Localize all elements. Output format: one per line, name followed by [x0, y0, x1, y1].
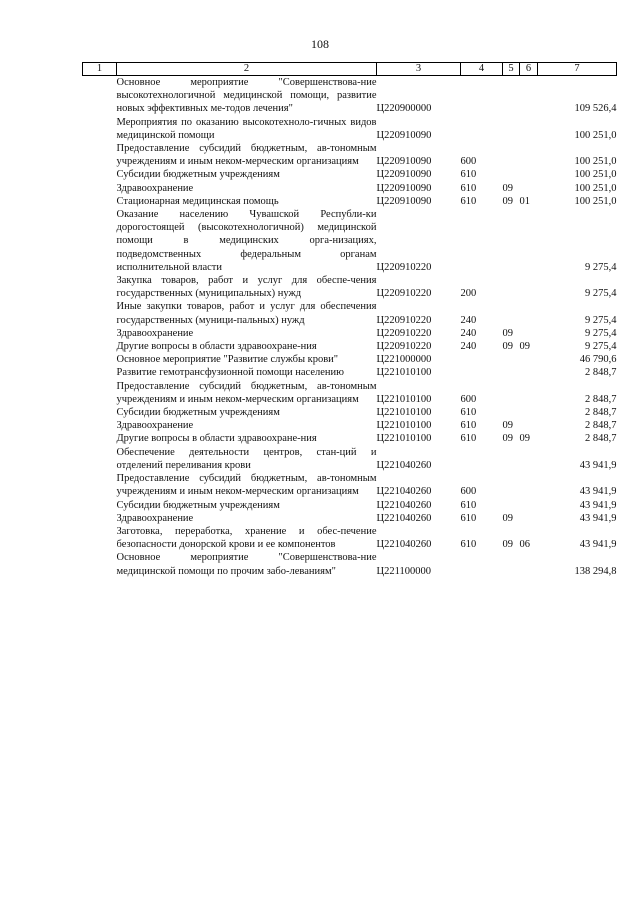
column-header: 5	[503, 63, 520, 76]
item-name-cell: Другие вопросы в области здравоохране-ния	[116, 341, 317, 353]
expense-type-cell: 240	[460, 341, 477, 353]
expense-type-cell: 610	[460, 539, 477, 551]
expense-type-cell: 610	[460, 512, 477, 524]
expense-type-cell: 610	[460, 169, 477, 181]
item-name-cell: Иные закупки товаров, работ и услуг для обеспечения государственных (муници-пальных) нужд	[116, 301, 377, 326]
subsection-cell	[520, 208, 538, 274]
target-code-cell: Ц220910090	[376, 156, 432, 168]
section-cell: 09	[502, 182, 513, 194]
subsection-cell: 09	[519, 341, 530, 353]
amount-cell: 100 251,0	[574, 156, 617, 168]
row-number-cell	[83, 432, 117, 445]
expense-type-cell: 610	[460, 499, 477, 511]
row-number-cell	[83, 168, 117, 181]
column-header: 6	[520, 63, 538, 76]
row-number-cell	[83, 327, 117, 340]
item-name-cell: Предоставление субсидий бюджетным, ав-тономным учреждениям и иным неком-мерческим организациям	[116, 473, 377, 498]
table-row	[83, 274, 617, 300]
amount-cell: 100 251,0	[574, 169, 617, 181]
section-cell	[503, 142, 520, 168]
amount-cell: 43 941,9	[579, 459, 617, 471]
expense-type-cell	[461, 366, 503, 379]
expense-type-cell	[461, 76, 503, 116]
section-cell	[503, 353, 520, 366]
section-cell	[503, 208, 520, 274]
expense-type-cell: 240	[460, 327, 477, 339]
section-cell: 09	[502, 539, 513, 551]
table-row	[83, 208, 617, 274]
column-header: 7	[538, 63, 617, 76]
section-cell: 09	[502, 341, 513, 353]
target-code-cell: Ц221040260	[376, 512, 432, 524]
target-code-cell: Ц221010100	[376, 407, 432, 419]
table-row	[83, 195, 617, 208]
section-cell: 09	[502, 433, 513, 445]
table-row	[83, 419, 617, 432]
page-number: 108	[311, 37, 329, 51]
item-name-cell: Обеспечение деятельности центров, стан-ций и отделений переливания крови	[116, 446, 377, 471]
subsection-cell	[520, 116, 538, 142]
target-code-cell: Ц220900000	[376, 103, 432, 115]
subsection-cell	[520, 551, 538, 577]
row-number-cell	[83, 208, 117, 274]
expense-type-cell	[461, 446, 503, 472]
item-name-cell: Заготовка, переработка, хранение и обес-печение безопасности донорской крови и ее компонентов	[116, 525, 377, 551]
amount-cell: 2 848,7	[585, 407, 617, 419]
section-cell: 09	[502, 195, 513, 207]
amount-cell: 100 251,0	[574, 195, 617, 207]
table-row	[83, 366, 617, 379]
target-code-cell: Ц221010100	[376, 367, 432, 379]
row-number-cell	[83, 512, 117, 525]
amount-cell: 43 941,9	[579, 512, 617, 524]
subsection-cell	[520, 274, 538, 300]
subsection-cell: 01	[519, 195, 530, 207]
row-number-cell	[83, 274, 117, 300]
amount-cell: 43 941,9	[579, 486, 617, 498]
expense-type-cell: 610	[460, 420, 477, 432]
item-name-cell: Субсидии бюджетным учреждениям	[116, 169, 280, 181]
subsection-cell: 06	[519, 539, 530, 551]
item-name-cell: Предоставление субсидий бюджетным, ав-тономным учреждениям и иным неком-мерческим организациям	[116, 380, 377, 405]
section-cell	[503, 472, 520, 498]
table-row	[83, 446, 617, 472]
subsection-cell	[520, 76, 538, 116]
table-row	[83, 499, 617, 512]
expense-type-cell: 200	[460, 288, 477, 300]
row-number-cell	[83, 76, 117, 116]
amount-cell: 9 275,4	[585, 341, 617, 353]
amount-cell: 2 848,7	[585, 420, 617, 432]
amount-cell: 109 526,4	[574, 103, 617, 115]
row-number-cell	[83, 353, 117, 366]
target-code-cell: Ц220910090	[376, 169, 432, 181]
target-code-cell: Ц221040260	[376, 499, 432, 511]
subsection-cell	[520, 366, 538, 379]
item-name-cell: Субсидии бюджетным учреждениям	[116, 499, 280, 511]
item-name-cell: Развитие гемотрансфузионной помощи населению	[116, 367, 344, 379]
subsection-cell	[520, 406, 538, 419]
table-row	[83, 353, 617, 366]
amount-cell: 138 294,8	[574, 565, 617, 577]
amount-cell: 9 275,4	[585, 327, 617, 339]
row-number-cell	[83, 142, 117, 168]
section-cell: 09	[502, 327, 513, 339]
table-row	[83, 472, 617, 498]
expense-type-cell	[461, 353, 503, 366]
expense-type-cell	[461, 551, 503, 577]
expense-type-cell: 610	[460, 433, 477, 445]
row-number-cell	[83, 472, 117, 498]
target-code-cell: Ц220910220	[376, 327, 432, 339]
table-row	[83, 525, 617, 551]
subsection-cell	[520, 142, 538, 168]
expense-type-cell: 610	[460, 407, 477, 419]
target-code-cell: Ц221100000	[376, 565, 431, 577]
expense-type-cell	[461, 208, 503, 274]
amount-cell: 43 941,9	[579, 539, 617, 551]
target-code-cell: Ц220910220	[376, 261, 432, 273]
expense-type-cell: 240	[460, 314, 477, 326]
target-code-cell: Ц220910220	[376, 288, 432, 300]
column-header: 4	[461, 63, 503, 76]
row-number-cell	[83, 366, 117, 379]
table-row	[83, 142, 617, 168]
column-number-row	[83, 63, 617, 76]
section-cell	[503, 499, 520, 512]
item-name-cell: Стационарная медицинская помощь	[116, 195, 279, 207]
section-cell	[503, 116, 520, 142]
amount-cell: 2 848,7	[585, 433, 617, 445]
amount-cell: 100 251,0	[574, 129, 617, 141]
subsection-cell	[520, 353, 538, 366]
target-code-cell: Ц221000000	[376, 354, 432, 366]
amount-cell: 100 251,0	[574, 182, 617, 194]
section-cell	[503, 380, 520, 406]
item-name-cell: Мероприятия по оказанию высокотехноло-гичных видов медицинской помощи	[116, 116, 377, 141]
row-number-cell	[83, 446, 117, 472]
column-header: 3	[377, 63, 461, 76]
amount-cell: 43 941,9	[579, 499, 617, 511]
subsection-cell	[520, 182, 538, 195]
amount-cell: 9 275,4	[585, 261, 617, 273]
table-body	[83, 76, 617, 578]
item-name-cell: Оказание населению Чувашской Республи-ки дорогостоящей (высокотехнологичной) медицинской помощи в медицинских орга-низациях, подведомственных федеральным органам исполнительной власти	[116, 209, 377, 273]
section-cell: 09	[502, 420, 513, 432]
row-number-cell	[83, 525, 117, 551]
amount-cell: 9 275,4	[585, 314, 617, 326]
item-name-cell: Здравоохранение	[116, 512, 194, 524]
subsection-cell	[520, 472, 538, 498]
section-cell	[503, 168, 520, 181]
table-row	[83, 551, 617, 577]
row-number-cell	[83, 499, 117, 512]
target-code-cell: Ц221010100	[376, 393, 432, 405]
table-row	[83, 432, 617, 445]
subsection-cell	[520, 499, 538, 512]
row-number-cell	[83, 340, 117, 353]
table-row	[83, 327, 617, 340]
target-code-cell: Ц221010100	[376, 433, 432, 445]
row-number-cell	[83, 116, 117, 142]
table-row	[83, 168, 617, 181]
target-code-cell: Ц220910220	[376, 314, 432, 326]
item-name-cell: Основное мероприятие "Совершенствова-ние медицинской помощи по прочим забо-леваниям"	[116, 552, 377, 577]
expense-type-cell: 600	[460, 156, 477, 168]
item-name-cell: Предоставление субсидий бюджетным, ав-тономным учреждениям и иным неком-мерческим организациям	[116, 143, 377, 168]
target-code-cell: Ц220910220	[376, 341, 432, 353]
row-number-cell	[83, 182, 117, 195]
row-number-cell	[83, 380, 117, 406]
row-number-cell	[83, 195, 117, 208]
subsection-cell	[520, 446, 538, 472]
subsection-cell: 09	[519, 433, 530, 445]
table-row	[83, 512, 617, 525]
column-header: 1	[83, 63, 117, 76]
section-cell	[503, 406, 520, 419]
subsection-cell	[520, 300, 538, 326]
target-code-cell: Ц220910090	[376, 182, 432, 194]
subsection-cell	[520, 512, 538, 525]
item-name-cell: Основное мероприятие "Развитие службы крови"	[116, 354, 339, 366]
subsection-cell	[520, 327, 538, 340]
target-code-cell: Ц220910090	[376, 129, 432, 141]
expense-type-cell: 600	[460, 393, 477, 405]
table-row	[83, 406, 617, 419]
section-cell	[503, 76, 520, 116]
item-name-cell: Здравоохранение	[116, 420, 194, 432]
subsection-cell	[520, 419, 538, 432]
section-cell	[503, 551, 520, 577]
table-row	[83, 182, 617, 195]
expense-type-cell	[461, 116, 503, 142]
target-code-cell: Ц221040260	[376, 539, 432, 551]
budget-table	[82, 62, 617, 578]
expense-type-cell: 610	[460, 195, 477, 207]
amount-cell: 2 848,7	[585, 393, 617, 405]
table-row	[83, 300, 617, 326]
target-code-cell: Ц221040260	[376, 486, 432, 498]
row-number-cell	[83, 300, 117, 326]
item-name-cell: Основное мероприятие "Совершенствова-ние высокотехнологичной медицинской помощи, развитие новых эффективных ме-тодов лечения"	[116, 77, 377, 115]
row-number-cell	[83, 551, 117, 577]
section-cell	[503, 446, 520, 472]
subsection-cell	[520, 168, 538, 181]
target-code-cell: Ц220910090	[376, 195, 432, 207]
row-number-cell	[83, 406, 117, 419]
amount-cell: 9 275,4	[585, 288, 617, 300]
table-row	[83, 116, 617, 142]
item-name-cell: Закупка товаров, работ и услуг для обеспе-чения государственных (муниципальных) нужд	[116, 275, 377, 300]
section-cell	[503, 300, 520, 326]
table-row	[83, 380, 617, 406]
item-name-cell: Здравоохранение	[116, 327, 194, 339]
expense-type-cell: 610	[460, 182, 477, 194]
target-code-cell: Ц221010100	[376, 420, 432, 432]
section-cell: 09	[502, 512, 513, 524]
amount-cell: 46 790,6	[579, 354, 617, 366]
section-cell	[503, 366, 520, 379]
item-name-cell: Субсидии бюджетным учреждениям	[116, 407, 280, 419]
expense-type-cell: 600	[460, 486, 477, 498]
row-number-cell	[83, 419, 117, 432]
amount-cell: 2 848,7	[585, 367, 617, 379]
table-row	[83, 340, 617, 353]
item-name-cell: Другие вопросы в области здравоохране-ния	[116, 433, 317, 445]
section-cell	[503, 274, 520, 300]
table-row	[83, 76, 617, 116]
column-header: 2	[117, 63, 377, 76]
item-name-cell: Здравоохранение	[116, 182, 194, 194]
subsection-cell	[520, 380, 538, 406]
target-code-cell: Ц221040260	[376, 459, 432, 471]
